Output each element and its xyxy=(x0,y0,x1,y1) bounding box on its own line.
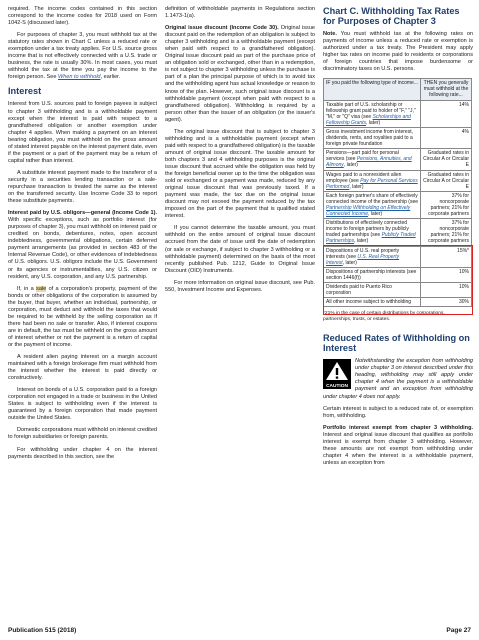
table-row xyxy=(324,170,472,191)
table-header-income: IF you paid the following type of income... xyxy=(324,79,421,100)
table-header-row xyxy=(324,79,472,100)
table-footnote: *21% in the case of certain distributions by corporations, partnerships, trusts, or estates. xyxy=(323,311,445,323)
text: For purposes of chapter 3, you must withhold tax at the statutory rates shown in Chart C unless a reduced rate or exemption under a tax treaty applies. For U.S. source gross income that is not effectively connected with a U.S. trade or business, the rate is usually 30%. In most cases, you must withhold the tax at the time you pay the income to the foreign person. See xyxy=(8,32,157,81)
subheading: Interest paid by U.S. obligors—general (Income Code 1). xyxy=(8,210,157,217)
table-row xyxy=(324,100,472,127)
text: , earlier. xyxy=(100,74,121,81)
paragraph: The original issue discount that is subject to chapter 3 withholding and is a withholdable payment (except when paid with respect to a grandfathered obligation) is the taxable amount of original issue discount. The taxable amount for both chapters 3 and 4 withholding purposes is the original issue discount that accrued while the obligation was held by the foreign beneficial owner up to the time the obligation was sold or exchanged or a payment was made, reduced by any original issue discount that was previously taxed. If a payment was made, the tax due on the original issue discount may not exceed the payment reduced by the tax imposed on the part of the payment that is qualified stated interest. xyxy=(165,128,315,220)
paragraph: required. The income codes contained in this section correspond to the income codes for 2018 used on Form 1042-S (discussed later). xyxy=(8,6,157,27)
interest-heading: Interest xyxy=(8,86,42,97)
text: , later) xyxy=(342,259,357,266)
column-middle xyxy=(165,6,315,299)
text: Original issue discount paid on the redemption of an obligation is subject to chapter 3 withholding and is a withholdable payment (except when paid with respect to a grandfathered obligation). Original issue discount paid as part of the purchase price of an obligation sold or exchanged, other than in a redemption, is not subject to chapter 3 withholding unless the purchase is part of a plan the principal purpose of which is to avoid tax and the withholding agent has actual knowledge or reason to know of the plan. However, such original issue discount is a withholdable payment (except when paid with respect to a grandfathered obligation). Withholding is required by a person other than the issuer of an obligation (or the issuer's agent). xyxy=(165,25,315,123)
rate-cell: 10% xyxy=(421,283,472,298)
paragraph xyxy=(8,32,157,81)
text: Dividends paid to Puerto Rico corporation xyxy=(326,284,392,297)
caution-paragraph xyxy=(323,358,473,400)
income-type-cell xyxy=(324,170,421,191)
text: Dispositions of partnership interests (see section 1446(f)) xyxy=(326,268,417,281)
paragraph: Domestic corporations must withhold on interest credited to foreign subsidiaries or foreign parents. xyxy=(8,427,157,441)
text: , later) xyxy=(366,119,381,126)
note-paragraph xyxy=(323,31,473,73)
income-type-cell xyxy=(324,191,421,218)
income-type-cell xyxy=(324,127,421,148)
when-to-withhold-link[interactable]: When to withhold xyxy=(57,74,101,81)
rate-cell: Graduated rates in Circular A or Circular E xyxy=(421,170,472,191)
rate-cell: Graduated rates in Circular A or Circular E xyxy=(421,149,472,170)
text: Pensions—part paid for personal services (see xyxy=(326,150,399,163)
rate-cell: 10% xyxy=(421,267,472,282)
footer-publication: Publication 515 (2018) xyxy=(8,627,77,634)
paragraph xyxy=(165,25,315,124)
paragraph: A resident alien paying interest on a margin account maintained with a foreign brokerage firm must withhold from the interest whether the interest is paid directly or constructively. xyxy=(8,354,157,382)
income-type-cell xyxy=(324,219,421,246)
caution-icon xyxy=(323,359,351,389)
caution-text: Notwithstanding the exception from withholding under chapter 3 on interest described under this heading, withholding may still apply under chapter 4 when the payment is a withholdable payment and an exception from withholding under chapter 4 does not apply. xyxy=(323,358,473,400)
highlight-box xyxy=(323,245,473,315)
rate-cell: 14% xyxy=(421,100,472,127)
cross-reference-link[interactable]: Pensions, Annuities, and Alimony xyxy=(326,156,412,169)
cross-reference-link[interactable]: U.S. Real Property Interest xyxy=(326,253,400,266)
column-left xyxy=(8,6,157,466)
paragraph xyxy=(8,286,157,349)
paragraph: Interest from U.S. sources paid to foreign payees is subject to chapter 3 withholding and is a withholdable payment except when the interest is paid with respect to a grandfathered obligation or another exemption under chapter 4 applies. When making a payment on an interest bearing obligation, you must withhold on the gross amount of stated interest payable on the interest payment date, even if the payment or a part of the payment may be a return of capital rather than interest. xyxy=(8,101,157,164)
subheading: Original issue discount (Income Code 30). xyxy=(165,25,279,32)
paragraph: For more information on original issue discount, see Pub. 550, Investment Income and Expenses. xyxy=(165,279,315,293)
text: If, in a xyxy=(17,285,37,292)
text: of a corporation's property, payment of the bonds or other obligations of the corporation is assumed by the buyer, that buyer, whether an individual, partnership, or corporation, must deduct and withhold the taxes that would be required to be withheld by the selling corporation as if there had been no sale or transfer. Also, if interest coupons are in default, the tax must be withheld on the gross amount of interest whether or not the payment is a return of capital or the payment of income. xyxy=(8,285,157,348)
text: All other income subject to withholding xyxy=(326,299,412,306)
rate-cell: 37% for noncorporate partners; 21% for corporate partners xyxy=(421,191,472,218)
reduced-rates-heading: Reduced Rates of Withholding on Interest xyxy=(323,333,470,354)
income-type-cell xyxy=(324,100,421,127)
table-row xyxy=(324,191,472,218)
chart-c-heading: Chart C. Withholding Tax Rates for Purposes of Chapter 3 xyxy=(323,6,460,26)
cross-reference-link[interactable]: Partnership Withholding on Effectively Connected Income xyxy=(326,204,411,218)
text: , later) xyxy=(354,238,369,245)
rate-cell: 30% xyxy=(421,298,472,307)
rate-cell: 37% for noncorporate partners; 21% for corporate partners xyxy=(421,219,472,246)
text: Taxable part of U.S. scholarship or fellowship grant paid to holder of "F," "J," "M," or "Q" visa (see xyxy=(326,101,416,120)
text: Each foreign partner's share of effectively connected income of the partnership (see xyxy=(326,192,418,205)
paragraph: definition of withholdable payments in Regulations section 1.1473-1(a). xyxy=(165,6,315,20)
text: Wages paid to a nonresident alien employee (see xyxy=(326,171,402,184)
subheading: Portfolio interest exempt from chapter 3 withholding. xyxy=(323,424,473,431)
table-row xyxy=(324,149,472,170)
paragraph xyxy=(8,210,157,280)
column-right xyxy=(323,6,473,472)
cross-reference-link[interactable]: Publicly Traded Partnerships xyxy=(326,232,416,245)
text: , later) xyxy=(367,211,383,218)
paragraph xyxy=(323,425,473,467)
text: , later) xyxy=(343,162,358,169)
text: Dispositions of U.S. real property interests (see xyxy=(326,247,400,260)
table-header-rate: THEN you generally must withhold at the following rate... xyxy=(421,79,472,100)
paragraph: Certain interest is subject to a reduced rate of, or exemption from, withholding. xyxy=(323,405,473,419)
rate-cell: 15%* xyxy=(421,246,472,267)
note-label: Note. xyxy=(323,31,337,37)
paragraph: If you cannot determine the taxable amount, you must withhold on the entire amount of original issue discount accrued from the date of issue until the date of redemption (or sale or exchange, if subject to chapter 3 withholding or a withholdable payment) determined on the basis of the most recently published Pub. 1212, Guide to Original Issue Discount (OID) Instruments. xyxy=(165,225,315,274)
paragraph: For withholding under chapter 4 on the interest payments described in this section, see the xyxy=(8,446,157,460)
table-row xyxy=(324,127,472,148)
caution-label: CAUTION xyxy=(326,384,348,390)
paragraph: A substitute interest payment made to the transferor of a security in a securities lending transaction or a sale-repurchase transaction is treated the same as the interest on the transferred security. Use Income Code 33 to report these substitute payments. xyxy=(8,169,157,205)
paragraph: Interest on bonds of a U.S. corporation paid to a foreign corporation not engaged in a trade or business in the United States is subject to withholding even if the interest is guaranteed by a foreign corporation that made payment outside the United States. xyxy=(8,387,157,422)
table-row xyxy=(324,219,472,246)
rate-cell: 4% xyxy=(421,127,472,148)
footer-page-number: Page 27 xyxy=(446,627,471,634)
text: Distributions of effectively connected income to foreign partners by publicly traded partnerships (see xyxy=(326,220,409,239)
income-type-cell xyxy=(324,149,421,170)
text: Interest and original issue discount that qualifies as portfolio interest is exempt from chapter 3 withholding. However, these amounts are not exempt from withholding under chapter 4 when the interest is a withholdable payment, unless an exception from xyxy=(323,431,473,466)
highlighted-word: sale xyxy=(36,285,47,292)
text: With specific exceptions, such as portfolio interest (for purposes of chapter 3), you must withhold on interest paid or credited on bonds, debentures, notes, open account indebtedness, governmental obligations, certain deferred payment arrangements (as provided in section 483 of the Internal Revenue Code), or other evidences of indebtedness of U.S. obligors. U.S. obligors include the U.S. Government or its agencies or instrumentalities, any U.S. citizen or resident, any U.S. corporation, and any U.S. partnership. xyxy=(8,217,157,280)
text: Gross investment income from interest, dividends, rents, and royalties paid to a foreign private foundation xyxy=(326,128,413,148)
text: , later) xyxy=(349,183,364,190)
cross-reference-link[interactable]: Scholarships and Fellowship Grants xyxy=(326,113,411,126)
text: You must withhold tax at the following rates on payments of income unless a reduced rate or exemption is authorized under a tax treaty. The President may apply higher tax rates on income paid to residents or corporations of foreign countries that impose burdensome or discriminatory taxes on U.S. persons. xyxy=(323,31,473,73)
cross-reference-link[interactable]: Pay for Personal Services Performed xyxy=(326,177,418,190)
